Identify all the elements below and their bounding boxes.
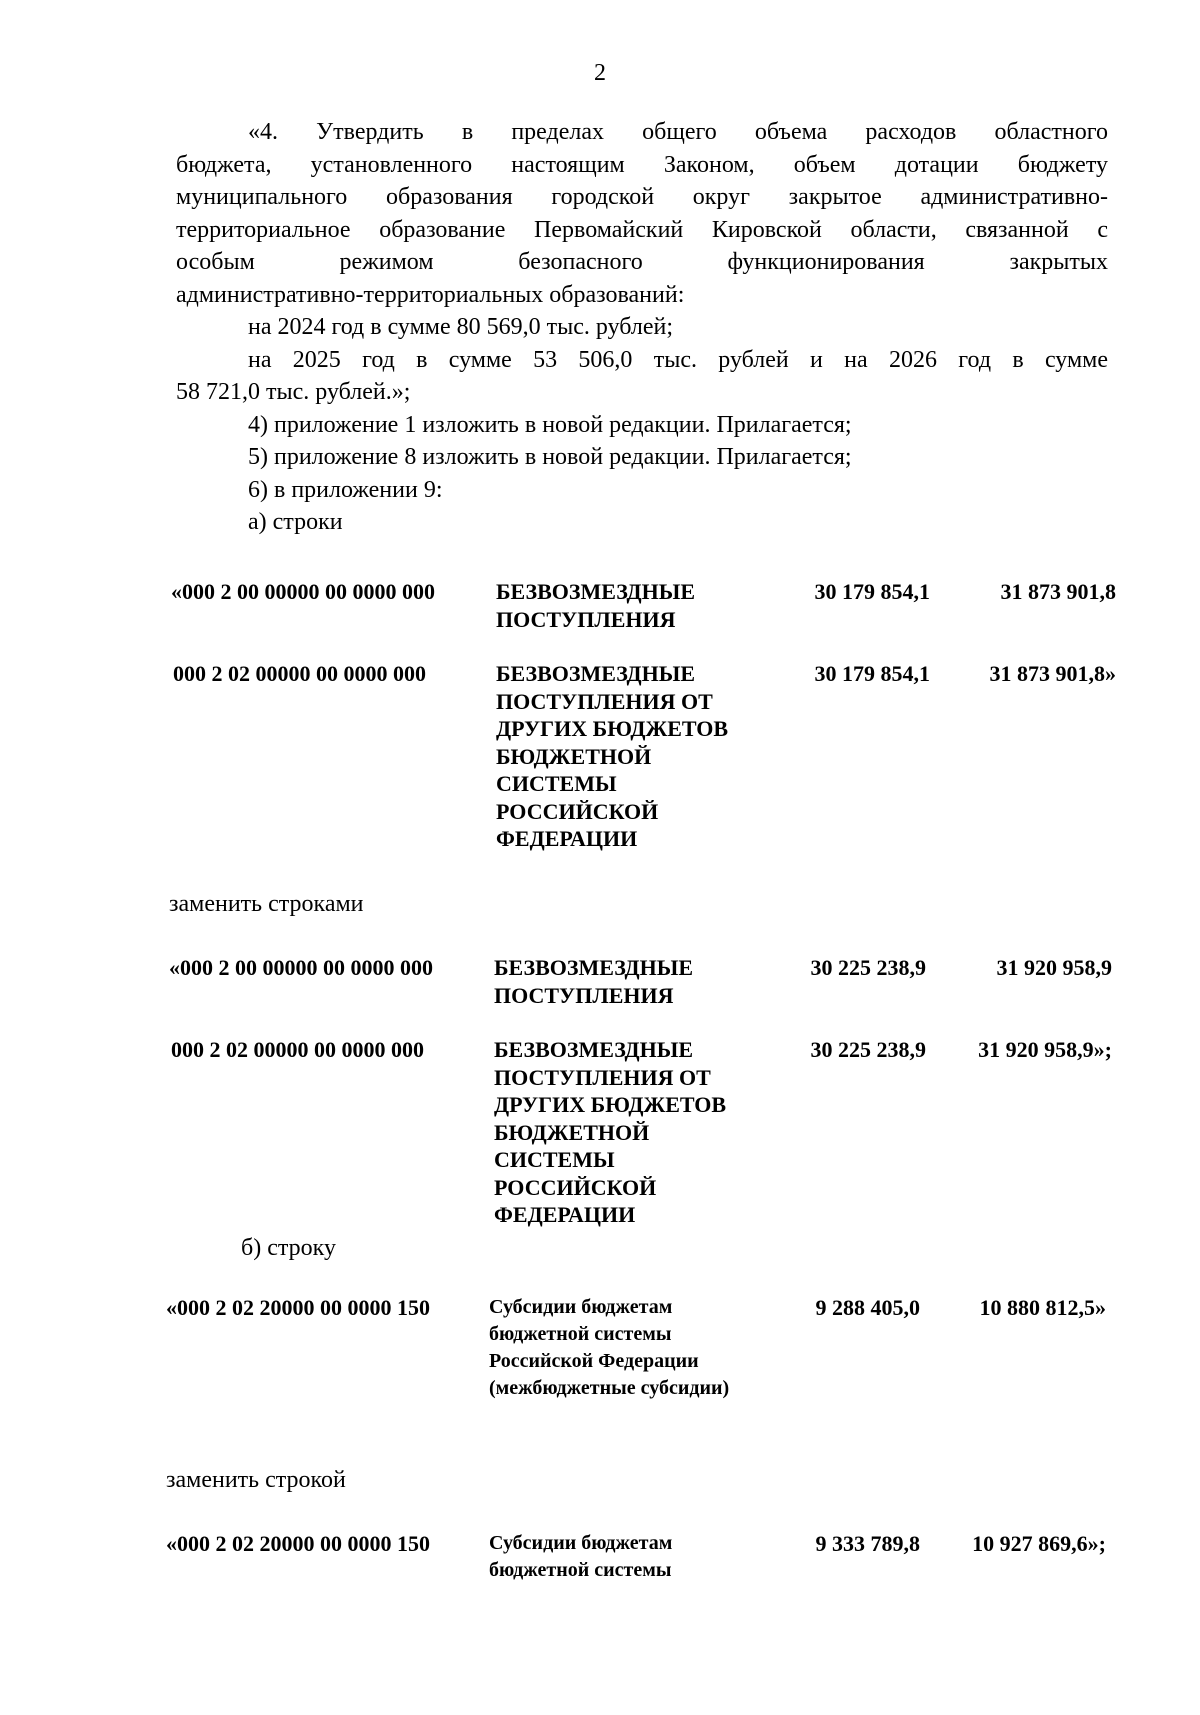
- new-row-2-code: 000 2 02 00000 00 0000 000: [171, 1037, 424, 1062]
- new-row-1-name: БЕЗВОЗМЕЗДНЫЕ ПОСТУПЛЕНИЯ: [494, 955, 693, 1008]
- year-2025-line-1: на 2025 год в сумме 53 506,0 тыс. рублей и на 2026 год в сумме: [248, 347, 1108, 373]
- old-row-2-value-2: 31 873 901,8»: [989, 661, 1116, 686]
- year-2025-line-2: 58 721,0 тыс. рублей.»;: [176, 379, 411, 405]
- old-subsidy-name: Субсидии бюджетам бюджетной системы Российской Федерации (межбюджетные субсидии): [489, 1296, 730, 1399]
- new-subsidy-value-1: 9 333 789,8: [815, 1531, 920, 1556]
- old-subsidy-code: «000 2 02 20000 00 0000 150: [166, 1295, 430, 1320]
- new-row-2-value-2: 31 920 958,9»;: [978, 1037, 1112, 1062]
- item-5: 5) приложение 8 изложить в новой редакции. Прилагается;: [248, 444, 852, 470]
- old-row-2-value-1: 30 179 854,1: [814, 661, 930, 686]
- old-row-2-name: БЕЗВОЗМЕЗДНЫЕ ПОСТУПЛЕНИЯ ОТ ДРУГИХ БЮДЖЕТОВ БЮДЖЕТНОЙ СИСТЕМЫ РОССИЙСКОЙ ФЕДЕРАЦИИ: [496, 661, 729, 851]
- old-row-1-value-1: 30 179 854,1: [814, 579, 930, 604]
- item-6: 6) в приложении 9:: [248, 477, 443, 503]
- old-subsidy-value-2: 10 880 812,5»: [979, 1295, 1106, 1320]
- intro-line-2: бюджета, установленного настоящим Законом, объем дотации бюджету: [176, 152, 1108, 178]
- old-row-1-name: БЕЗВОЗМЕЗДНЫЕ ПОСТУПЛЕНИЯ: [496, 579, 695, 632]
- new-row-2-value-1: 30 225 238,9: [810, 1037, 926, 1062]
- page-number: 2: [594, 60, 606, 86]
- old-row-2-code: 000 2 02 00000 00 0000 000: [173, 661, 426, 686]
- replace-row-label: заменить строкой: [166, 1467, 346, 1493]
- old-row-1-value-2: 31 873 901,8: [1000, 579, 1116, 604]
- intro-line-4: территориальное образование Первомайский Кировской области, связанной с: [176, 217, 1108, 243]
- intro-line-1: «4. Утвердить в пределах общего объема расходов областного: [248, 119, 1108, 145]
- item-b: б) строку: [241, 1235, 336, 1261]
- old-subsidy-value-1: 9 288 405,0: [815, 1295, 920, 1320]
- intro-line-6: административно-территориальных образований:: [176, 282, 685, 308]
- new-row-1-code: «000 2 00 00000 00 0000 000: [169, 955, 433, 980]
- intro-line-5: особым режимом безопасного функционирования закрытых: [176, 249, 1108, 275]
- item-a: а) строки: [248, 509, 343, 535]
- new-subsidy-code: «000 2 02 20000 00 0000 150: [166, 1531, 430, 1556]
- new-row-2-name: БЕЗВОЗМЕЗДНЫЕ ПОСТУПЛЕНИЯ ОТ ДРУГИХ БЮДЖЕТОВ БЮДЖЕТНОЙ СИСТЕМЫ РОССИЙСКОЙ ФЕДЕРАЦИИ: [494, 1037, 727, 1227]
- new-row-1-value-2: 31 920 958,9: [996, 955, 1112, 980]
- new-subsidy-name: Субсидии бюджетам бюджетной системы: [489, 1532, 673, 1581]
- item-4: 4) приложение 1 изложить в новой редакции. Прилагается;: [248, 412, 852, 438]
- new-subsidy-value-2: 10 927 869,6»;: [972, 1531, 1106, 1556]
- year-2024-line: на 2024 год в сумме 80 569,0 тыс. рублей;: [248, 314, 674, 340]
- intro-line-3: муниципального образования городской округ закрытое административно-: [176, 184, 1108, 210]
- old-row-1-code: «000 2 00 00000 00 0000 000: [171, 579, 435, 604]
- new-row-1-value-1: 30 225 238,9: [810, 955, 926, 980]
- replace-rows-label: заменить строками: [169, 891, 364, 917]
